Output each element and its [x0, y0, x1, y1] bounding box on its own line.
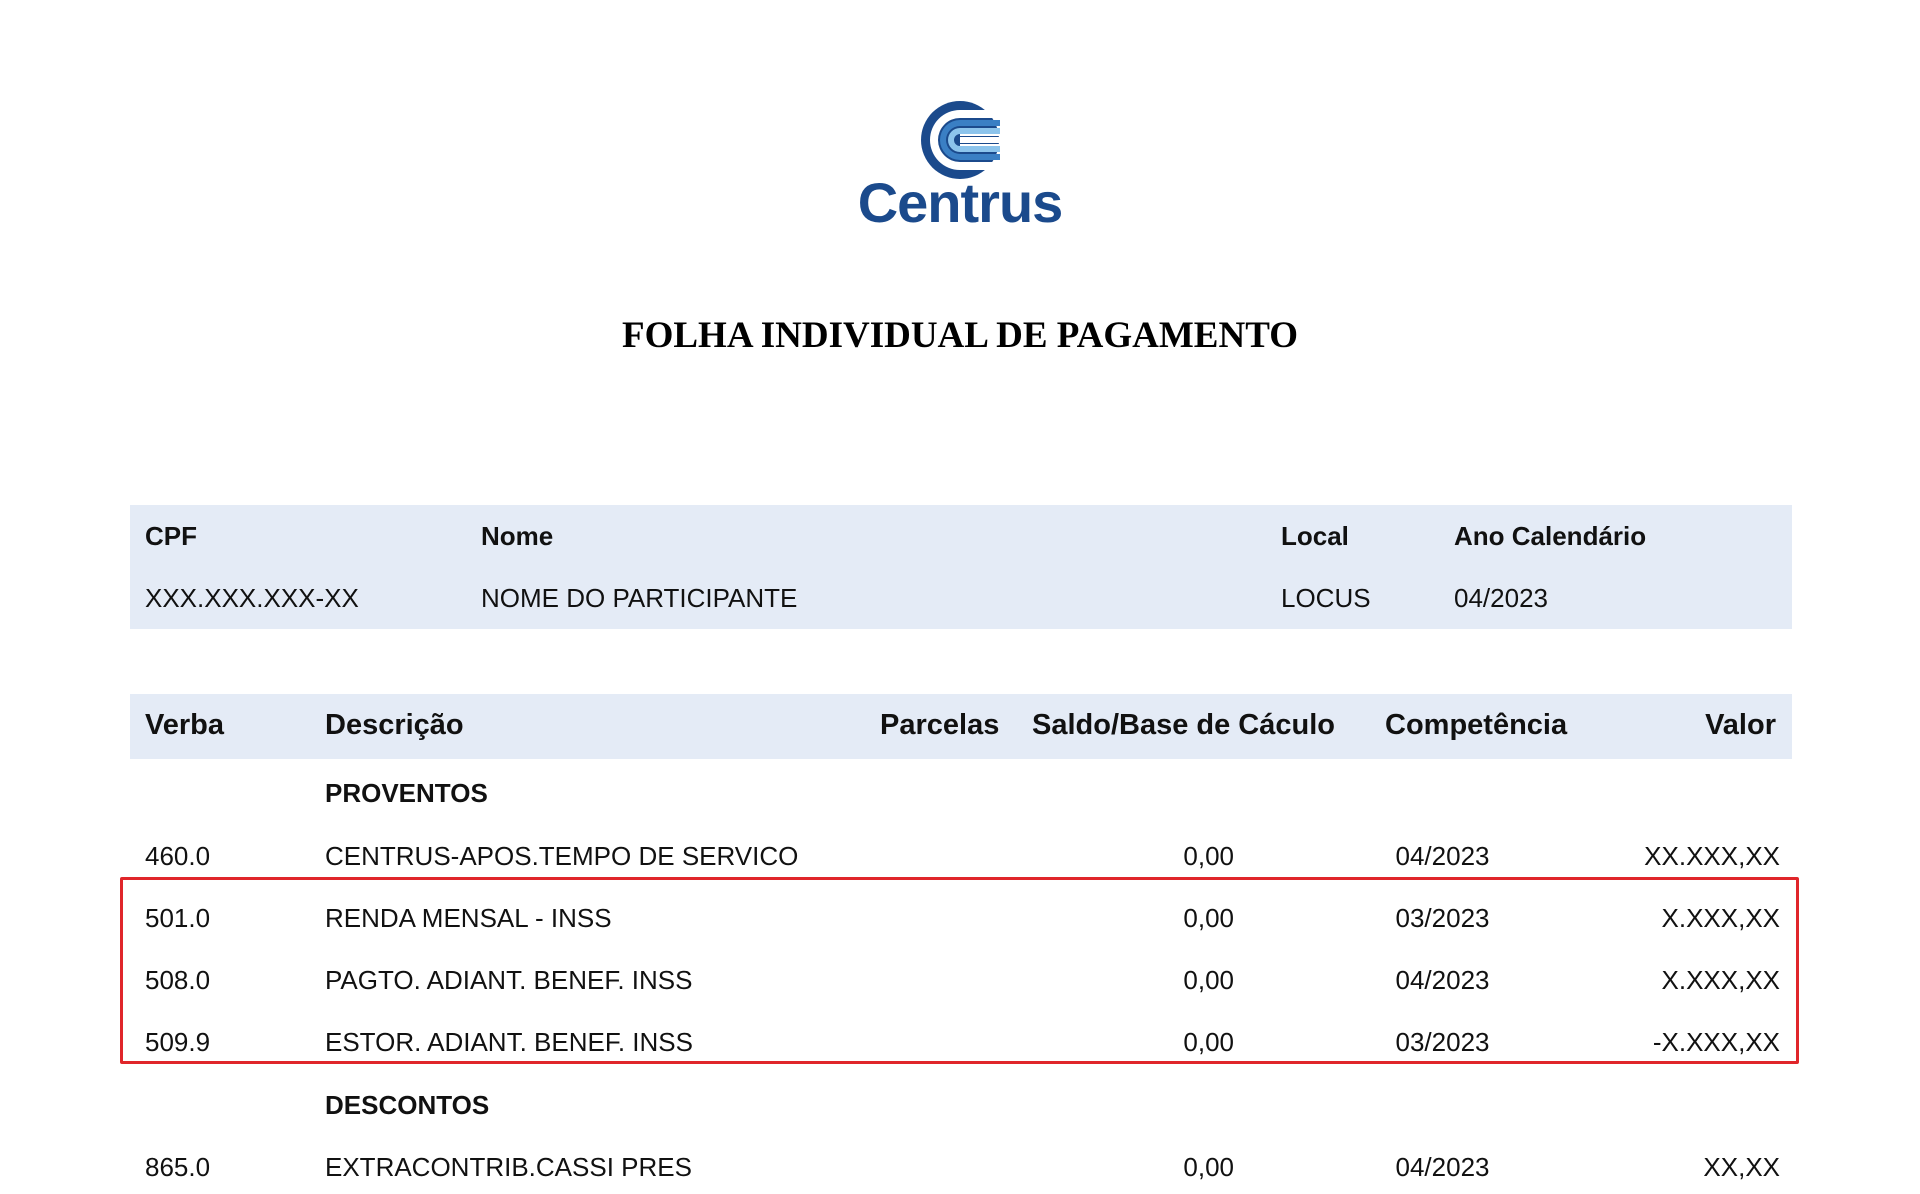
descricao-cell: PAGTO. ADIANT. BENEF. INSS	[325, 965, 693, 995]
highlight-box	[120, 877, 1799, 1064]
section-descontos	[130, 1082, 1792, 1132]
centrus-logo-icon	[850, 100, 1070, 180]
participant-info-box	[130, 505, 1792, 629]
competencia-cell: 03/2023	[1395, 1027, 1490, 1057]
cpf-value: XXX.XXX.XXX-XX	[145, 583, 359, 613]
competencia-cell: 04/2023	[1395, 1152, 1490, 1182]
section-label-proventos: PROVENTOS	[325, 778, 488, 808]
document-title: FOLHA INDIVIDUAL DE PAGAMENTO	[621, 315, 1298, 356]
nome-value: NOME DO PARTICIPANTE	[481, 583, 798, 613]
valor-cell: -X.XXX,XX	[1652, 1027, 1780, 1057]
saldo-cell: 0,00	[1183, 903, 1234, 933]
verba-cell: 460.0	[145, 841, 211, 871]
logo-wordmark: Centrus	[857, 171, 1063, 234]
valor-cell: X.XXX,XX	[1661, 903, 1780, 933]
header-descricao: Descrição	[325, 709, 464, 741]
table-row	[130, 833, 1792, 883]
verba-cell: 508.0	[145, 965, 211, 995]
verba-cell: 501.0	[145, 903, 211, 933]
centrus-logo	[850, 100, 1070, 240]
descricao-cell: ESTOR. ADIANT. BENEF. INSS	[325, 1027, 693, 1057]
cpf-label: CPF	[145, 521, 197, 551]
header-valor: Valor	[1705, 709, 1776, 741]
descricao-cell: EXTRACONTRIB.CASSI PRES	[325, 1152, 692, 1182]
valor-cell: X.XXX,XX	[1661, 965, 1780, 995]
verba-cell: 509.9	[145, 1027, 211, 1057]
competencia-cell: 03/2023	[1395, 903, 1490, 933]
saldo-cell: 0,00	[1183, 1027, 1234, 1057]
nome-label: Nome	[481, 521, 554, 551]
descricao-cell: CENTRUS-APOS.TEMPO DE SERVICO	[325, 841, 799, 871]
saldo-cell: 0,00	[1183, 965, 1234, 995]
header-saldo: Saldo/Base de Cáculo	[1032, 709, 1335, 741]
header-competencia: Competência	[1385, 709, 1568, 741]
section-label-descontos: DESCONTOS	[325, 1090, 490, 1120]
valor-cell: XX.XXX,XX	[1644, 841, 1780, 871]
ano-calendario-label: Ano Calendário	[1454, 521, 1647, 551]
table-header	[130, 694, 1792, 759]
valor-cell: XX,XX	[1703, 1152, 1780, 1182]
header-verba: Verba	[145, 709, 224, 741]
ano-calendario-value: 04/2023	[1454, 583, 1548, 613]
competencia-cell: 04/2023	[1395, 965, 1490, 995]
saldo-cell: 0,00	[1183, 1152, 1234, 1182]
saldo-cell: 0,00	[1183, 841, 1234, 871]
table-row	[130, 1144, 1792, 1194]
section-proventos	[130, 770, 1792, 820]
local-label: Local	[1281, 521, 1349, 551]
header-parcelas: Parcelas	[880, 709, 1000, 741]
local-value: LOCUS	[1281, 583, 1371, 613]
competencia-cell: 04/2023	[1395, 841, 1490, 871]
verba-cell: 865.0	[145, 1152, 211, 1182]
descricao-cell: RENDA MENSAL - INSS	[325, 903, 612, 933]
